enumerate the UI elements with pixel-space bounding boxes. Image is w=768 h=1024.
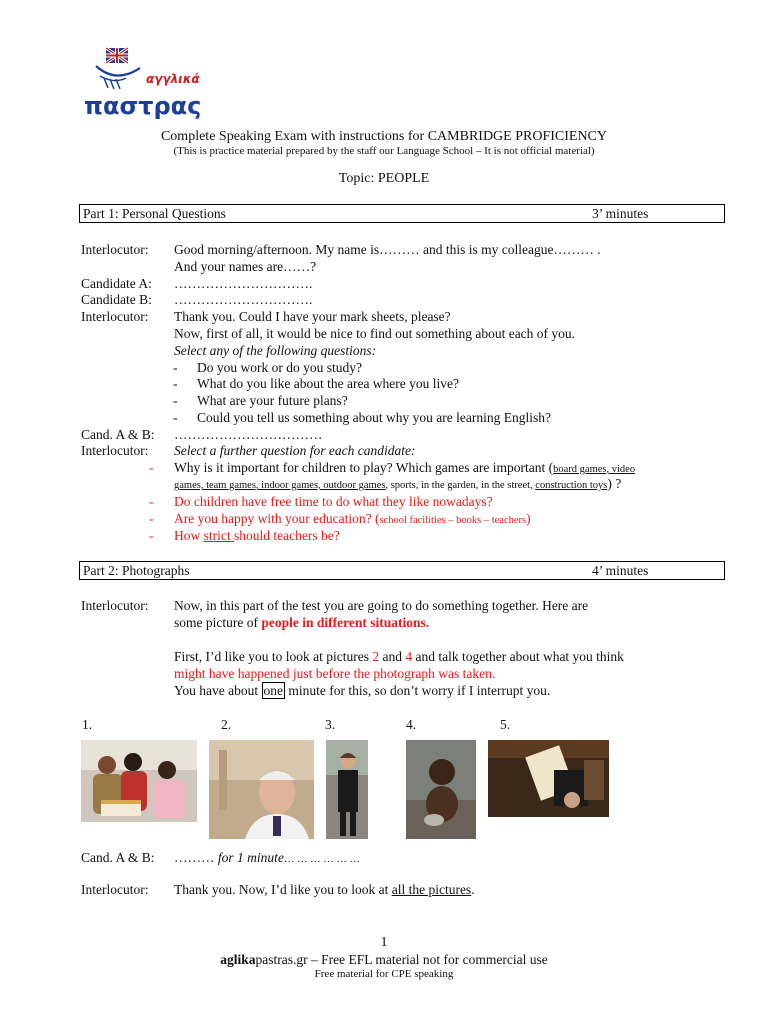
question-text: Could you tell us something about why you are learning English?: [197, 410, 551, 425]
candidate-a-dots: ………………………….: [174, 276, 313, 291]
candidate-a-label: Candidate A:: [81, 276, 152, 291]
photo-number: 2.: [221, 717, 232, 732]
candidate-b-label: Candidate B:: [81, 292, 152, 307]
list-dash: -: [149, 511, 154, 526]
minute-text: [174, 682, 550, 699]
part2-intro-text: Now, in this part of the test you are going to do something together. Here are: [174, 598, 589, 613]
pictures-instruction: [174, 648, 624, 665]
photo-number: 4.: [406, 717, 417, 732]
all-the-pictures: all the pictures: [391, 882, 472, 897]
line3e: and talk together about what you think: [412, 649, 624, 664]
people-in-situations: people in different situations.: [261, 615, 430, 630]
photo-number: 3.: [325, 717, 336, 732]
photo-old-man: [209, 740, 314, 839]
names-question: And your names are……?: [174, 259, 317, 274]
question-text: Do children have free time to do what they like nowadays?: [174, 494, 493, 509]
cand-ab-dots: ……………………………: [174, 427, 323, 442]
cand-label: Cand. A & B:: [81, 850, 155, 865]
part2-header-box: [79, 561, 725, 580]
photo-number: 1.: [82, 717, 93, 732]
part2-intro-text2: [174, 614, 429, 631]
q1-examples: board games, video: [553, 464, 636, 475]
for-1-minute: for 1 minute: [214, 850, 284, 865]
list-dash: -: [149, 460, 154, 475]
cand-response: [174, 849, 360, 868]
q3-small: school facilities – books – teachers: [379, 515, 527, 526]
list-dash: -: [149, 528, 154, 543]
picture-4-ref: 4: [405, 649, 413, 664]
photo-number: 5.: [500, 717, 511, 732]
footer-site: [0, 951, 768, 968]
first-of-all-text: Now, first of all, it would be nice to find out something about each of you.: [174, 326, 576, 341]
further-question-instruction: Select a further question for each candidate:: [174, 443, 416, 458]
part1-time: 3’ minutes: [592, 206, 649, 221]
part1-title: Part 1: Personal Questions: [83, 206, 226, 221]
q3-main: Are you happy with your education? (: [174, 511, 380, 526]
photo-child: [406, 740, 476, 839]
photo-family: [81, 740, 197, 822]
dots-small: … … … … … …: [283, 854, 360, 865]
document-subtitle: (This is practice material prepared by the staff our Language School – It is not official material): [173, 145, 595, 157]
q1-construction-toys: construction toys: [535, 480, 608, 491]
q1-examples-underlined: games, team games, indoor games, outdoor games: [174, 480, 386, 491]
page-number: 1: [380, 935, 388, 950]
interlocutor-label: Interlocutor:: [81, 309, 149, 324]
part2-time: 4’ minutes: [592, 563, 649, 578]
q4-a: How: [174, 528, 204, 543]
final-c: .: [471, 882, 475, 897]
final-a: Thank you. Now, I’d like you to look at: [174, 882, 392, 897]
q1-examples-line2: [174, 475, 621, 494]
one-boxed: one: [263, 683, 283, 698]
part1-header-box: [79, 204, 725, 223]
q3-end: ): [526, 511, 531, 526]
interlocutor-label: Interlocutor:: [81, 242, 149, 257]
select-instruction: Select any of the following questions:: [174, 343, 377, 358]
document-title: Complete Speaking Exam with instructions for CAMBRIDGE PROFICIENCY: [160, 129, 608, 144]
photo-man-phone: [326, 740, 368, 839]
line5c: minute for this, so don’t worry if I interrupt you.: [285, 683, 551, 698]
logo-big-text: παστρας: [84, 92, 202, 120]
final-text: [174, 881, 475, 898]
question-text: Do you work or do you study?: [197, 360, 362, 375]
interlocutor-label: Interlocutor:: [81, 443, 149, 458]
q4-c: should teachers be?: [234, 528, 340, 543]
happened-text: might have happened just before the photograph was taken.: [174, 666, 496, 681]
question-text: [174, 527, 340, 544]
cand-ab-label: Cand. A & B:: [81, 427, 155, 442]
list-dash: -: [173, 376, 178, 391]
site-bold: aglika: [220, 952, 256, 967]
picture-2-ref: 2: [372, 649, 380, 664]
topic-heading: Topic: PEOPLE: [338, 171, 430, 186]
line3c: and: [379, 649, 406, 664]
logo-small-text: αγγλικά: [146, 72, 200, 86]
q4-strict: strict: [203, 528, 234, 543]
greeting-text: Good morning/afternoon. My name is……… and this is my colleague……… .: [174, 242, 601, 257]
footer-note: Free material for CPE speaking: [314, 968, 454, 980]
dots: ………: [174, 850, 215, 865]
q1-examples-plain: , sports, in the garden, in the street,: [385, 480, 536, 491]
list-dash: -: [173, 393, 178, 408]
list-dash: -: [173, 410, 178, 425]
list-dash: -: [149, 494, 154, 509]
mark-sheets-text: Thank you. Could I have your mark sheets, please?: [174, 309, 451, 324]
q1-end: ) ?: [607, 476, 622, 491]
school-logo: [84, 44, 202, 124]
question-text: What are your future plans?: [197, 393, 348, 408]
interlocutor-label: Interlocutor:: [81, 882, 149, 897]
interlocutor-label: Interlocutor:: [81, 598, 149, 613]
q1-main: Why is it important for children to play? Which games are important (: [174, 460, 554, 475]
site-rest: pastras.gr – Free EFL material not for commercial use: [255, 952, 548, 967]
line2-start: some picture of: [174, 615, 262, 630]
line5a: You have about: [174, 683, 262, 698]
list-dash: -: [173, 360, 178, 375]
photo-suited-man: [488, 740, 609, 817]
part2-title: Part 2: Photographs: [83, 563, 190, 578]
candidate-b-dots: ………………………….: [174, 292, 313, 307]
question-text: What do you like about the area where you live?: [197, 376, 460, 391]
line3a: First, I’d like you to look at pictures: [174, 649, 373, 664]
